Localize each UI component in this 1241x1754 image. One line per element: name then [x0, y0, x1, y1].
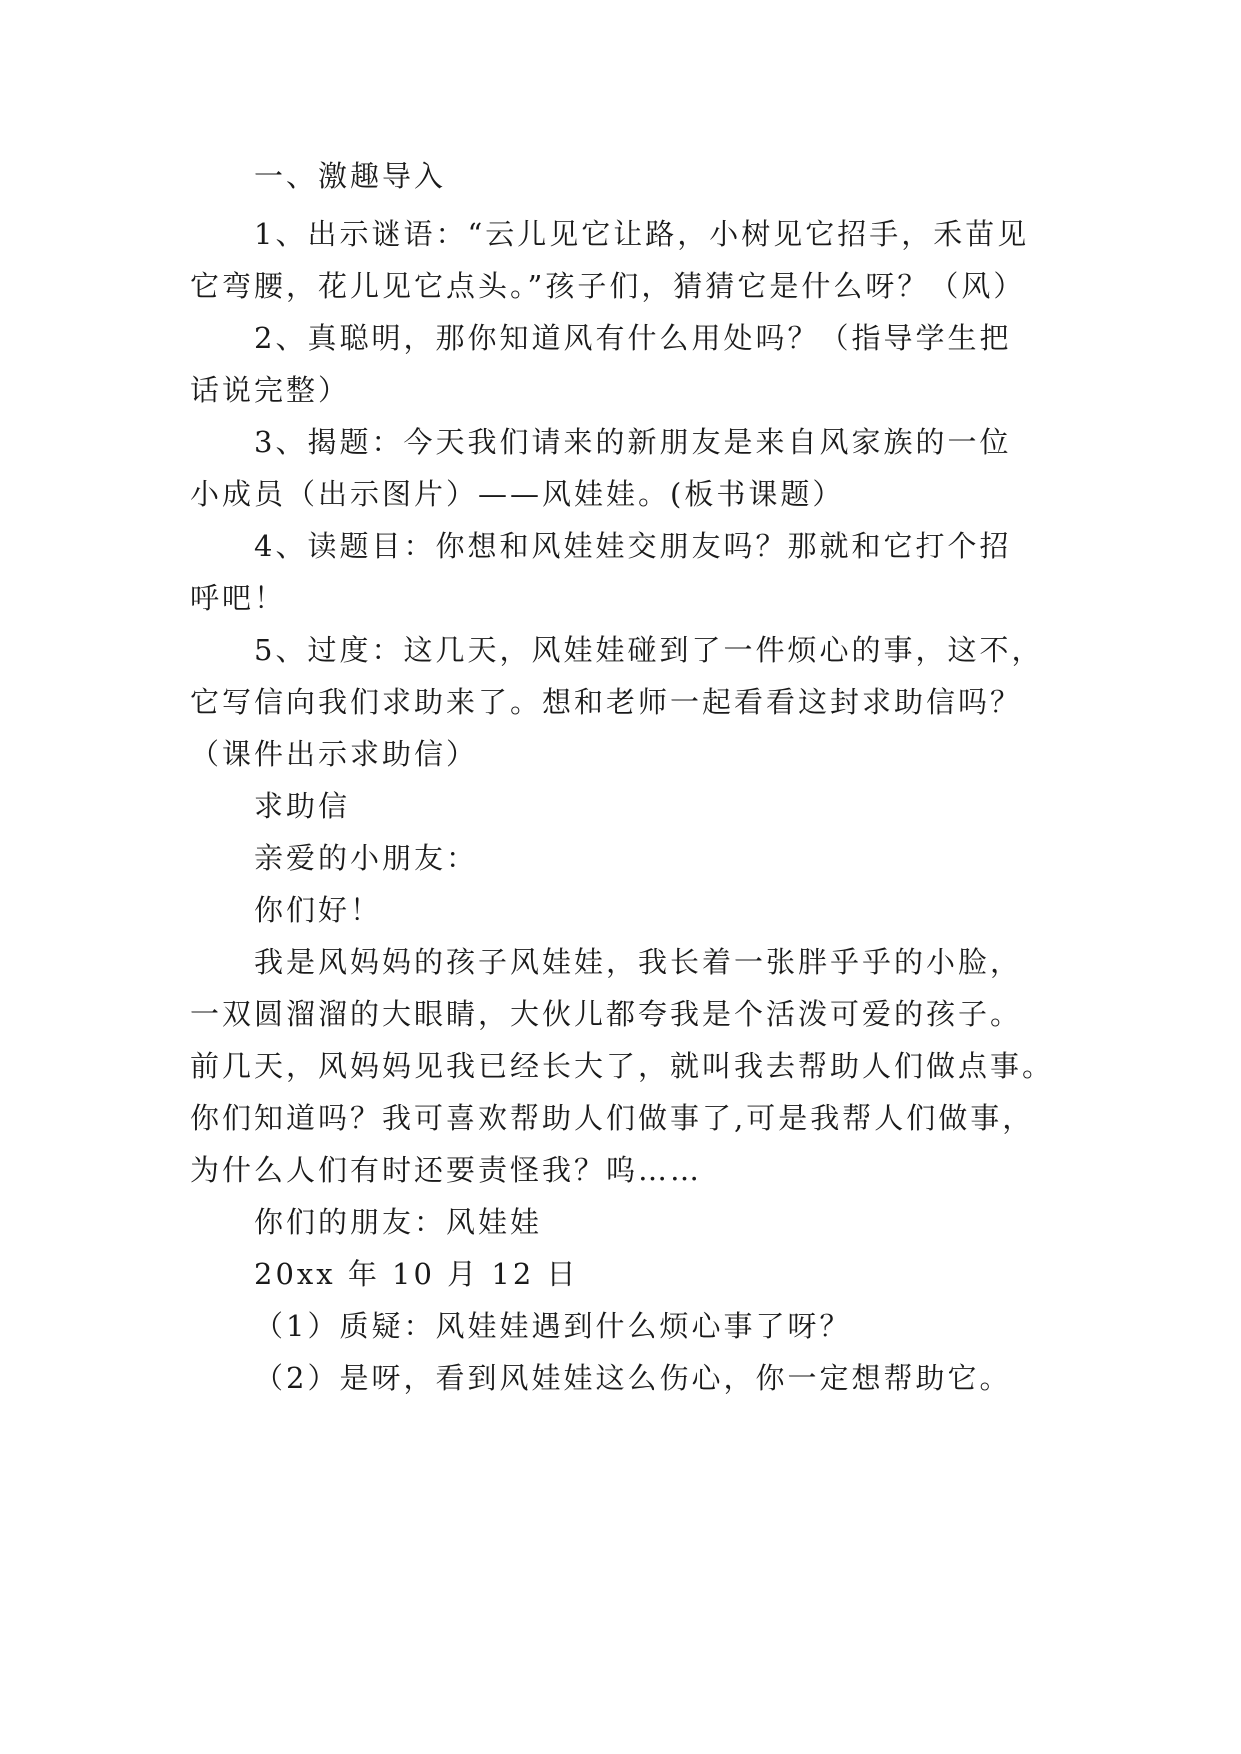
- letter-body-line: 为什么人们有时还要责怪我？呜……: [190, 1153, 703, 1187]
- letter-body-line: 你们知道吗？我可喜欢帮助人们做事了,可是我帮人们做事，: [190, 1101, 1035, 1135]
- letter-body-line: 一双圆溜溜的大眼睛，大伙儿都夸我是个活泼可爱的孩子。: [190, 997, 1023, 1031]
- paragraph-line: 1、出示谜语：“云儿见它让路，小树见它招手，禾苗见: [254, 217, 1030, 251]
- paragraph-line: 小成员（出示图片）——风娃娃。(板书课题）: [190, 477, 845, 511]
- paragraph-line: 它弯腰，花儿见它点头。”孩子们，猜猜它是什么呀？（风）: [190, 269, 1026, 303]
- paragraph-line: （1）质疑：风娃娃遇到什么烦心事了呀？: [254, 1309, 852, 1343]
- letter-date: 20xx 年 10 月 12 日: [254, 1257, 579, 1291]
- letter-body-line: 前几天，风妈妈见我已经长大了，就叫我去帮助人们做点事。: [190, 1049, 1055, 1083]
- paragraph-line: 话说完整）: [190, 373, 351, 407]
- section-heading: 一、激趣导入: [254, 159, 447, 193]
- letter-salutation: 亲爱的小朋友：: [254, 841, 479, 875]
- paragraph-line: 呼吧！: [190, 581, 287, 615]
- paragraph-line: 它写信向我们求助来了。想和老师一起看看这封求助信吗？: [190, 685, 1023, 719]
- paragraph-line: （课件出示求助信）: [190, 737, 479, 771]
- paragraph-line: 4、读题目：你想和风娃娃交朋友吗？那就和它打个招: [254, 529, 1012, 563]
- paragraph-line: 2、真聪明，那你知道风有什么用处吗？（指导学生把: [254, 321, 1012, 355]
- letter-body-line: 我是风妈妈的孩子风娃娃，我长着一张胖乎乎的小脸，: [254, 945, 1023, 979]
- paragraph-line: 3、揭题：今天我们请来的新朋友是来自风家族的一位: [254, 425, 1012, 459]
- paragraph-line: （2）是呀，看到风娃娃这么伤心，你一定想帮助它。: [254, 1361, 1012, 1395]
- letter-signature: 你们的朋友：风娃娃: [254, 1205, 543, 1239]
- letter-title: 求助信: [254, 789, 351, 823]
- paragraph-line: 5、过度：这几天，风娃娃碰到了一件烦心的事，这不，: [254, 633, 1044, 667]
- letter-greeting: 你们好！: [254, 893, 383, 927]
